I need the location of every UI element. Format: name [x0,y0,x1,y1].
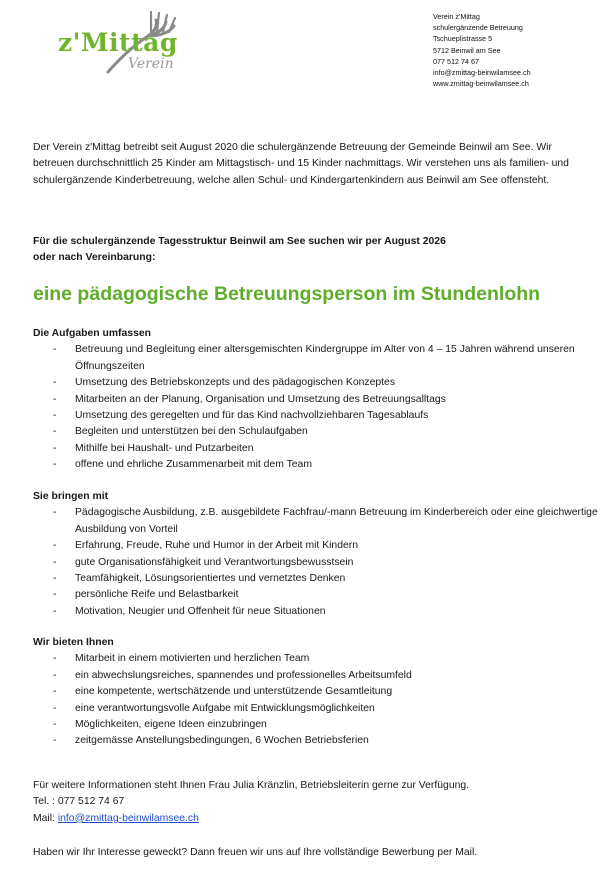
list-item [33,604,598,620]
contact-mail-row [33,811,593,827]
list-item [33,408,598,424]
tasks-section [33,326,598,474]
contact-mail-label: Mail: [33,812,58,824]
list-item-text: Motivation, Neugier und Offenheit für neue Situationen [75,605,326,617]
list-item [33,538,598,554]
dash-bullet: - [53,556,57,568]
list-item-text: gute Organisationsfähigkeit und Verantwortungsbewusstsein [75,556,354,568]
list-item [33,392,598,408]
dash-bullet: - [53,702,57,714]
dash-bullet: - [53,653,57,665]
dash-bullet: - [53,573,57,585]
list-item [33,701,598,717]
list-item [33,717,598,733]
benefits-list [33,651,598,749]
list-item-text: ein abwechslungsreiches, spannendes und professionelles Arbeitsumfeld [75,669,412,681]
dash-bullet: - [53,605,57,617]
list-item-text: Mithilfe bei Haushalt- und Putzarbeiten [75,442,254,454]
list-item [33,571,598,587]
list-item [33,555,598,571]
seeking-statement [33,234,573,267]
list-item [33,684,598,700]
list-item-text: Umsetzung des geregelten und für das Kind nachvollziehbaren Tagesablaufs [75,410,429,422]
list-item-text: zeitgemässe Anstellungsbedingungen, 6 Wochen Betriebsferien [75,735,369,747]
dash-bullet: - [53,540,57,552]
dash-bullet: - [53,735,57,747]
list-item-text: Teamfähigkeit, Lösungsorientiertes und vernetztes Denken [75,573,346,585]
list-item-text: Betreuung und Begleitung einer altersgemischten Kindergruppe im Alter von 4 – 15 Jahren während unseren Öffnungszeiten [75,344,575,372]
dash-bullet: - [53,669,57,681]
dash-bullet: - [53,410,57,422]
list-item-text: persönliche Reife und Belastbarkeit [75,589,239,601]
contact-phone: Tel. : 077 512 74 67 [33,796,125,808]
contact-block [33,778,593,827]
dash-bullet: - [53,377,57,389]
list-item-text: Möglichkeiten, eigene Ideen einzubringen [75,719,267,731]
address-website: www.zmittag-beinwilamsee.ch [433,79,529,89]
list-item-text: Pädagogische Ausbildung, z.B. ausgebildete Fachfrau/-mann Betreuung im Kinderbereich oder eine gleichwertige Ausbildung von Vorteil [75,507,598,535]
address-line: schulergänzende Betreuung [433,23,523,33]
dash-bullet: - [53,344,57,356]
list-item-text: Begleiten und unterstützen bei den Schulaufgaben [75,426,308,438]
seeking-line: Für die schulergänzende Tagesstruktur Beinwil am See suchen wir per August 2026 [33,236,446,247]
dash-bullet: - [53,393,57,405]
job-title: eine pädagogische Betreuungsperson im Stundenlohn [33,283,541,305]
logo [50,8,200,78]
list-item [33,457,598,473]
list-item [33,668,598,684]
list-item-text: Mitarbeit in einem motivierten und herzlichen Team [75,653,310,665]
benefits-section [33,635,598,750]
list-item-text: eine verantwortungsvolle Aufgabe mit Entwicklungsmöglichkeiten [75,702,375,714]
list-item [33,505,598,538]
address-line: Tschueplistrasse 5 [433,34,493,44]
email-link[interactable]: info@zmittag-beinwilamsee.ch [57,812,199,824]
list-item-text: eine kompetente, wertschätzende und unterstützende Gesamtleitung [75,686,393,698]
dash-bullet: - [53,719,57,731]
list-item [33,375,598,391]
dash-bullet: - [53,589,57,601]
requirements-section [33,489,598,620]
dash-bullet: - [53,507,57,519]
dash-bullet: - [53,686,57,698]
address-line: Verein z'Mittag [433,12,480,21]
list-item [33,424,598,440]
intro-paragraph: Der Verein z'Mittag betreibt seit August 2020 die schulergänzende Betreuung der Gemeinde Beinwil am See. Wir betreuen durchschnittlich 25 Kinder am Mittagstisch- und 15 Kinder nachmittags. Wir verstehen uns als familien- und schulergänzende Kinderbetreuung, welche allen Schul- und Kindergartenkindern aus Beinwil am See offensteht. [33,142,569,186]
closing-sentence: Haben wir Ihr Interesse geweckt? Dann freuen wir uns auf Ihre vollständige Bewerbung per Mail. [33,847,478,858]
dash-bullet: - [53,442,57,454]
contact-info: Für weitere Informationen steht Ihnen Frau Julia Kränzlin, Betriebsleiterin gerne zur Verfügung. [33,780,470,791]
list-item [33,733,598,749]
list-item-text: Umsetzung des Betriebskonzepts und des pädagogischen Konzeptes [75,377,396,389]
list-item [33,342,598,375]
list-item-text: offene und ehrliche Zusammenarbeit mit dem Team [75,459,312,471]
address-email: info@zmittag-beinwilamsee.ch [433,68,531,78]
seeking-line: oder nach Vereinbarung: [33,252,156,264]
requirements-title: Sie bringen mit [33,491,109,502]
logo-subtitle: Verein [128,56,174,72]
address-block [433,11,531,89]
tasks-list [33,342,598,473]
address-line: 5712 Beinwil am See [433,45,501,55]
address-phone: 077 512 74 67 [433,56,479,66]
tasks-title: Die Aufgaben umfassen [33,328,151,339]
dash-bullet: - [53,426,57,438]
list-item [33,441,598,457]
logo-wordmark: z'Mittag [58,28,178,57]
dash-bullet: - [53,459,57,471]
benefits-title: Wir bieten Ihnen [33,637,114,648]
list-item-text: Erfahrung, Freude, Ruhe und Humor in der Arbeit mit Kindern [75,540,359,552]
list-item [33,651,598,667]
list-item [33,587,598,603]
list-item-text: Mitarbeiten an der Planung, Organisation und Umsetzung des Betreuungsalltags [75,393,446,405]
requirements-list [33,505,598,620]
